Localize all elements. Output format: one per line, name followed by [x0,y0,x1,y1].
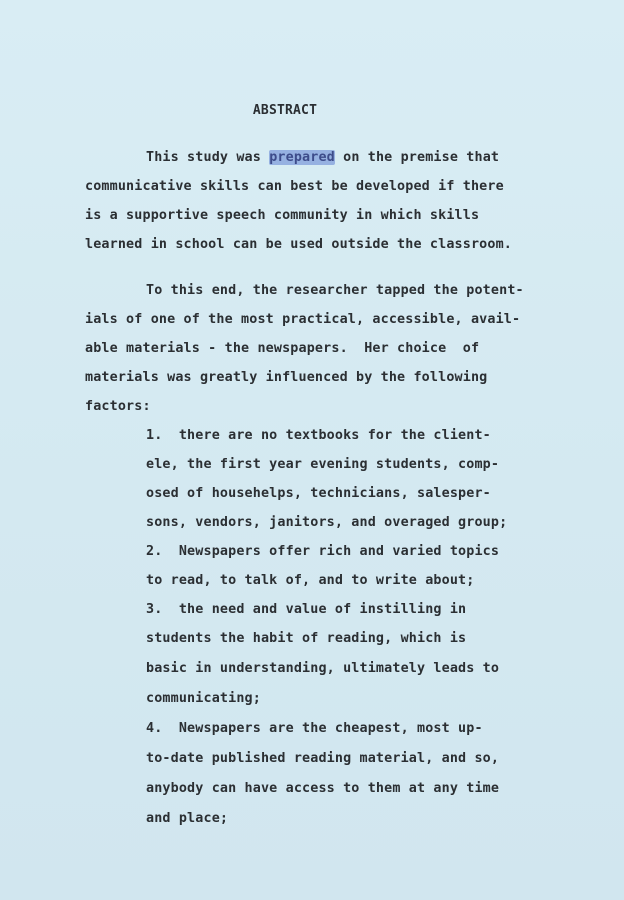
p1-l1-after: on the premise that [334,150,500,165]
paragraph-2-line-2: ials of one of the most practical, accessible, avail- [85,312,521,327]
list-item-3-line-1: 3. the need and value of instilling in [146,602,467,617]
highlighted-word: prepared [269,150,335,165]
list-item-2-line-2: to read, to talk of, and to write about; [146,573,475,588]
list-item-3-line-2: students the habit of reading, which is [146,631,467,646]
list-item-4-line-4: and place; [146,811,229,826]
list-item-3-line-4: communicating; [146,691,261,706]
list-item-1-line-2: ele, the first year evening students, comp- [146,457,500,472]
list-item-1-line-3: osed of househelps, technicians, salesper- [146,486,491,501]
paragraph-1-line-3: is a supportive speech community in which skills [85,208,480,223]
paragraph-2-line-4: materials was greatly influenced by the following [85,370,488,385]
list-item-3-line-3: basic in understanding, ultimately leads to [146,661,500,676]
list-item-4-line-2: to-date published reading material, and so, [146,751,500,766]
paragraph-2-line-1: To this end, the researcher tapped the potent- [146,283,524,298]
list-item-1-line-4: sons, vendors, janitors, and overaged group; [146,515,508,530]
paragraph-1-line-1 [146,149,499,167]
paragraph-2-line-5: factors: [85,399,151,414]
paragraph-2-line-3: able materials - the newspapers. Her choice of [85,341,480,356]
paragraph-1-line-4: learned in school can be used outside the classroom. [85,237,513,252]
page-title: ABSTRACT [252,103,318,118]
list-item-2-line-1: 2. Newspapers offer rich and varied topics [146,544,500,559]
p1-l1-before: This study was [146,150,270,165]
list-item-1-line-1: 1. there are no textbooks for the client- [146,428,491,443]
paragraph-1-line-2: communicative skills can best be developed if there [85,179,504,194]
list-item-4-line-3: anybody can have access to them at any time [146,781,500,796]
list-item-4-line-1: 4. Newspapers are the cheapest, most up- [146,721,483,736]
